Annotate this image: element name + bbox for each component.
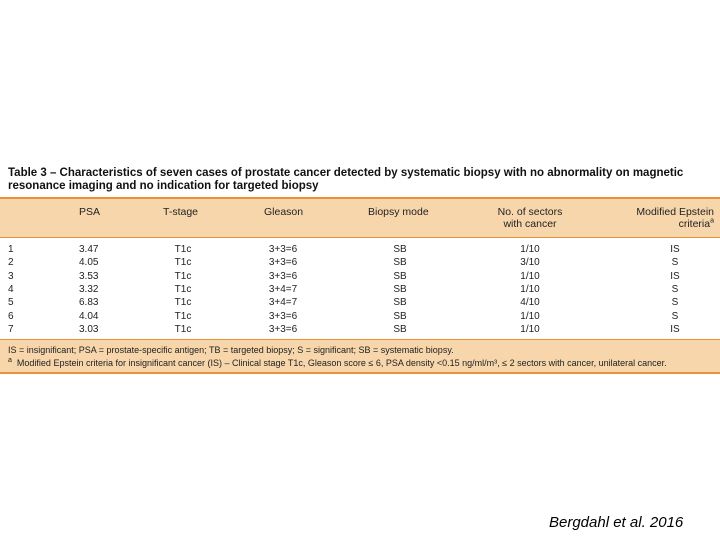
cell-gleason: 3+4=7	[268, 297, 298, 309]
cell-sectors: 1/10	[520, 283, 540, 295]
cell-biopsy-mode: SB	[393, 297, 407, 309]
header-epstein-line2: criteria	[678, 218, 711, 230]
cell-gleason: 3+3=6	[268, 323, 298, 335]
cell-case: 3	[8, 270, 14, 282]
header-epstein-line1: Modified Epstein	[636, 206, 714, 218]
cell-biopsy-mode: SB	[393, 270, 407, 282]
table-row	[0, 296, 720, 309]
header-psa: PSA	[79, 206, 101, 218]
cell-sectors: 1/10	[520, 323, 540, 335]
cell-biopsy-mode: SB	[393, 323, 407, 335]
cell-tstage: T1c	[174, 323, 192, 335]
header-sectors-line2: with cancer	[503, 218, 557, 230]
cell-case: 6	[8, 310, 14, 322]
cell-sectors: 1/10	[520, 270, 540, 282]
header-sectors	[490, 206, 570, 230]
cell-tstage: T1c	[174, 283, 192, 295]
cell-gleason: 3+3=6	[268, 244, 298, 255]
cell-gleason: 3+3=6	[268, 310, 298, 322]
table-row	[0, 256, 720, 269]
header-epstein-line2-wrap	[600, 218, 714, 230]
cell-epstein: S	[671, 297, 679, 309]
cell-case: 4	[8, 283, 14, 295]
header-epstein-sup: a	[710, 217, 714, 225]
cell-epstein: S	[671, 283, 679, 295]
cell-psa: 3.32	[79, 283, 99, 295]
data-table	[0, 197, 720, 374]
header-biopsy-mode: Biopsy mode	[368, 206, 429, 218]
cell-sectors: 1/10	[520, 310, 540, 322]
header-sectors-line1: No. of sectors	[497, 206, 563, 218]
cell-epstein: IS	[670, 270, 680, 282]
table-header	[0, 197, 720, 238]
footnote-epstein-mark: a	[8, 357, 12, 364]
cell-biopsy-mode: SB	[393, 310, 407, 322]
header-gleason: Gleason	[264, 206, 304, 218]
cell-epstein: S	[671, 257, 679, 269]
cell-tstage: T1c	[174, 310, 192, 322]
table-row	[0, 310, 720, 323]
footnote-epstein-text: Modified Epstein criteria for insignificant cancer (IS) – Clinical stage T1c, Gleason score ≤ 6, PSA density <0.15 ng/ml/m³, ≤ 2 sectors with cancer, unilateral cancer.	[16, 358, 667, 368]
cell-tstage: T1c	[174, 244, 192, 255]
cell-sectors: 1/10	[520, 244, 540, 255]
cell-psa: 3.03	[79, 323, 99, 335]
citation-credit: Bergdahl et al. 2016	[549, 514, 684, 531]
cell-biopsy-mode: SB	[393, 283, 407, 295]
cell-psa: 6.83	[79, 297, 99, 309]
footnote-abbreviations: IS = insignificant; PSA = prostate-specific antigen; TB = targeted biopsy; S = significant; SB = systematic biopsy.	[8, 345, 454, 355]
cell-psa: 3.53	[79, 270, 99, 282]
cell-sectors: 4/10	[520, 297, 540, 309]
footnote-epstein	[8, 358, 667, 369]
table-row	[0, 323, 720, 336]
cell-psa: 4.05	[79, 257, 99, 269]
cell-tstage: T1c	[174, 270, 192, 282]
cell-biopsy-mode: SB	[393, 244, 407, 255]
cell-gleason: 3+4=7	[268, 283, 298, 295]
cell-epstein: IS	[670, 244, 680, 255]
cell-epstein: IS	[670, 323, 680, 335]
table-footnotes	[0, 340, 720, 374]
table-row	[0, 283, 720, 296]
cell-case: 1	[8, 244, 14, 255]
table-body	[0, 238, 720, 340]
cell-epstein: S	[671, 310, 679, 322]
cell-biopsy-mode: SB	[393, 257, 407, 269]
cell-gleason: 3+3=6	[268, 270, 298, 282]
header-epstein	[600, 206, 714, 230]
table-caption: Table 3 – Characteristics of seven cases of prostate cancer detected by systematic biopsy with no abnormality on magnetic resonance imaging and no indication for targeted biopsy	[8, 167, 684, 192]
header-tstage: T-stage	[163, 206, 199, 218]
cell-tstage: T1c	[174, 257, 192, 269]
table-row	[0, 270, 720, 283]
cell-case: 2	[8, 257, 14, 269]
cell-tstage: T1c	[174, 297, 192, 309]
cell-case: 5	[8, 297, 14, 309]
table-row	[0, 243, 720, 256]
cell-sectors: 3/10	[520, 257, 540, 269]
cell-psa: 4.04	[79, 310, 99, 322]
cell-case: 7	[8, 323, 14, 335]
cell-gleason: 3+3=6	[268, 257, 298, 269]
cell-psa: 3.47	[79, 244, 99, 255]
